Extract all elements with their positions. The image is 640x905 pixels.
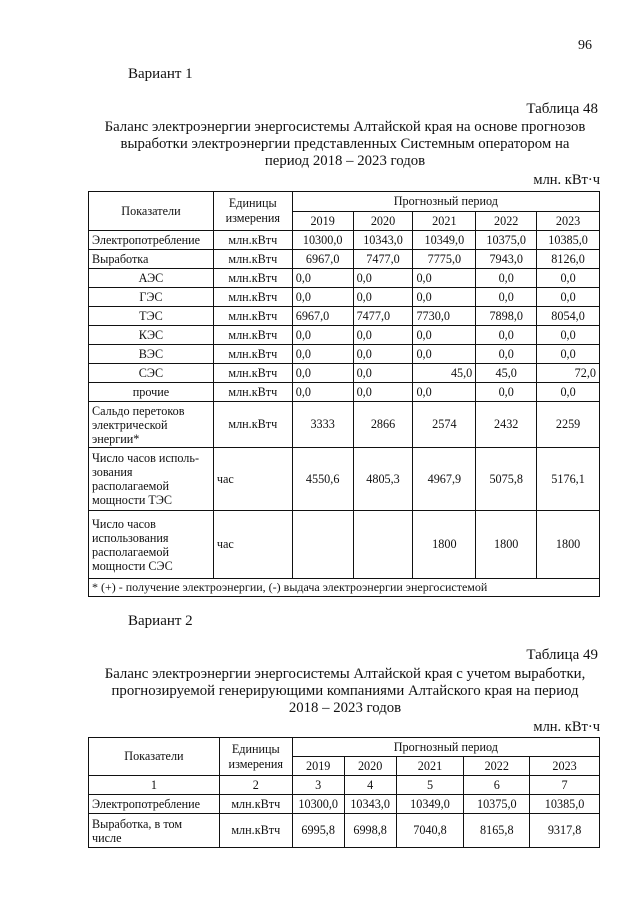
row-name: прочие — [89, 383, 214, 402]
row-name: СЭС — [89, 364, 214, 383]
cell-value: 7898,0 — [476, 307, 537, 326]
column-number: 7 — [530, 776, 600, 795]
column-number: 3 — [292, 776, 344, 795]
row-name: Выработка — [89, 250, 214, 269]
row-unit: млн.кВтч — [213, 364, 292, 383]
title-line: Баланс электроэнергии энергосистемы Алтайской края на основе прогнозов — [104, 119, 586, 135]
table48 — [88, 191, 600, 597]
table-row — [89, 383, 600, 402]
row-name-line: мощности СЭС — [92, 558, 173, 573]
cell-value: 7040,8 — [396, 814, 464, 848]
cell-value: 0,0 — [413, 345, 476, 364]
row-unit: млн.кВтч — [213, 402, 292, 448]
column-number: 1 — [89, 776, 220, 795]
header-period: Прогнозный период — [292, 738, 599, 757]
cell-value: 1800 — [476, 511, 537, 579]
header-year: 2019 — [292, 757, 344, 776]
row-name-line: Сальдо перетоков — [92, 403, 185, 418]
cell-value: 0,0 — [476, 269, 537, 288]
header-year: 2020 — [344, 757, 396, 776]
table-row — [89, 269, 600, 288]
cell-value: 7943,0 — [476, 250, 537, 269]
column-number: 2 — [219, 776, 292, 795]
cell-value: 0,0 — [476, 288, 537, 307]
header-year: 2021 — [396, 757, 464, 776]
table-row — [89, 288, 600, 307]
title-line: прогнозируемой генерирующими компаниями Алтайского края на период — [111, 683, 579, 699]
cell-value: 0,0 — [353, 345, 413, 364]
row-unit: млн.кВтч — [213, 307, 292, 326]
header-year: 2023 — [537, 212, 600, 231]
cell-value: 7477,0 — [353, 307, 413, 326]
cell-value: 10375,0 — [464, 795, 530, 814]
header-units — [219, 738, 292, 776]
row-name-line: числе — [92, 830, 122, 845]
cell-value — [353, 511, 413, 579]
title-line: выработки электроэнергии представленных Системным оператором на — [120, 136, 570, 152]
column-number-row — [89, 776, 600, 795]
cell-value: 0,0 — [413, 288, 476, 307]
table49 — [88, 737, 600, 848]
header-year: 2019 — [292, 212, 353, 231]
cell-value: 0,0 — [476, 383, 537, 402]
cell-value: 7775,0 — [413, 250, 476, 269]
cell-value: 10300,0 — [292, 795, 344, 814]
header-units-line: Единицы — [231, 741, 280, 756]
row-name — [89, 511, 214, 579]
cell-value: 8126,0 — [537, 250, 600, 269]
row-name-line: Выработка, в том — [92, 816, 183, 831]
row-name: АЭС — [89, 269, 214, 288]
column-number: 6 — [464, 776, 530, 795]
row-name — [89, 814, 220, 848]
header-units-line: измерения — [225, 211, 281, 225]
header-units-line: Единицы — [228, 196, 277, 210]
row-name — [89, 402, 214, 448]
cell-value: 0,0 — [413, 269, 476, 288]
cell-value: 10343,0 — [353, 231, 413, 250]
table48-number: Таблица 48 — [526, 101, 598, 117]
cell-value: 10343,0 — [344, 795, 396, 814]
header-units-line: измерения — [228, 756, 283, 771]
header-year: 2020 — [353, 212, 413, 231]
row-name: ГЭС — [89, 288, 214, 307]
cell-value: 0,0 — [537, 326, 600, 345]
table49-title — [80, 666, 610, 717]
table-row — [89, 814, 600, 848]
table-row — [89, 511, 600, 579]
cell-value: 72,0 — [537, 364, 600, 383]
cell-value: 10375,0 — [476, 231, 537, 250]
row-name-line: мощности ТЭС — [92, 493, 173, 507]
header-year: 2023 — [530, 757, 600, 776]
row-name-line: Число часов исполь- — [92, 451, 200, 465]
cell-value: 8165,8 — [464, 814, 530, 848]
table-row — [89, 364, 600, 383]
title-line: Баланс электроэнергии энергосистемы Алтайской края с учетом выработки, — [104, 666, 586, 682]
cell-value: 7730,0 — [413, 307, 476, 326]
title-line: 2018 – 2023 годов — [288, 700, 402, 716]
row-unit: млн.кВтч — [219, 814, 292, 848]
table-row — [89, 448, 600, 511]
row-name-line: располагаемой — [92, 544, 170, 559]
cell-value: 0,0 — [413, 326, 476, 345]
cell-value: 0,0 — [292, 288, 353, 307]
row-name: КЭС — [89, 326, 214, 345]
header-period: Прогнозный период — [292, 192, 599, 212]
row-name: Электропотребление — [89, 795, 220, 814]
cell-value: 0,0 — [292, 326, 353, 345]
table-row — [89, 250, 600, 269]
table-footnote-row — [89, 579, 600, 597]
row-name-line: энергии* — [92, 431, 140, 446]
cell-value: 45,0 — [476, 364, 537, 383]
cell-value: 0,0 — [353, 383, 413, 402]
table48-title — [80, 119, 610, 170]
cell-value: 10385,0 — [537, 231, 600, 250]
table-row — [89, 795, 600, 814]
header-year: 2022 — [476, 212, 537, 231]
cell-value: 7477,0 — [353, 250, 413, 269]
column-number: 4 — [344, 776, 396, 795]
cell-value: 8054,0 — [537, 307, 600, 326]
cell-value: 1800 — [413, 511, 476, 579]
cell-value: 10349,0 — [413, 231, 476, 250]
cell-value: 10385,0 — [530, 795, 600, 814]
header-indicators: Показатели — [89, 738, 220, 776]
header-indicators: Показатели — [89, 192, 214, 231]
cell-value: 4967,9 — [413, 448, 476, 511]
cell-value: 0,0 — [292, 345, 353, 364]
cell-value: 0,0 — [353, 269, 413, 288]
row-unit: млн.кВтч — [213, 345, 292, 364]
cell-value: 1800 — [537, 511, 600, 579]
row-unit: млн.кВтч — [213, 383, 292, 402]
column-number: 5 — [396, 776, 464, 795]
header-year: 2022 — [464, 757, 530, 776]
cell-value: 0,0 — [537, 288, 600, 307]
cell-value: 2259 — [537, 402, 600, 448]
row-unit: млн.кВтч — [213, 326, 292, 345]
cell-value: 5075,8 — [476, 448, 537, 511]
row-name-line: зования — [92, 465, 133, 479]
variant2-label: Вариант 2 — [128, 613, 193, 629]
title-line: период 2018 – 2023 годов — [264, 153, 426, 169]
cell-value: 6998,8 — [344, 814, 396, 848]
cell-value: 0,0 — [292, 269, 353, 288]
cell-value: 9317,8 — [530, 814, 600, 848]
row-unit: млн.кВтч — [213, 250, 292, 269]
table-row — [89, 307, 600, 326]
cell-value: 6995,8 — [292, 814, 344, 848]
cell-value: 3333 — [292, 402, 353, 448]
cell-value: 0,0 — [353, 326, 413, 345]
cell-value: 0,0 — [292, 364, 353, 383]
row-name: ВЭС — [89, 345, 214, 364]
table-row — [89, 326, 600, 345]
row-unit: млн.кВтч — [213, 288, 292, 307]
row-name — [89, 448, 214, 511]
cell-value: 0,0 — [537, 269, 600, 288]
cell-value: 0,0 — [537, 345, 600, 364]
table-row — [89, 345, 600, 364]
row-unit: час — [213, 511, 292, 579]
cell-value: 45,0 — [413, 364, 476, 383]
row-unit: млн.кВтч — [213, 231, 292, 250]
cell-value: 4550,6 — [292, 448, 353, 511]
cell-value: 0,0 — [353, 364, 413, 383]
cell-value: 0,0 — [476, 345, 537, 364]
cell-value: 5176,1 — [537, 448, 600, 511]
row-unit: млн.кВтч — [219, 795, 292, 814]
cell-value: 6967,0 — [292, 250, 353, 269]
table-row — [89, 231, 600, 250]
cell-value — [292, 511, 353, 579]
cell-value: 2574 — [413, 402, 476, 448]
table49-number: Таблица 49 — [526, 647, 598, 663]
row-name-line: электрической — [92, 417, 168, 432]
cell-value: 2432 — [476, 402, 537, 448]
cell-value: 4805,3 — [353, 448, 413, 511]
table48-footnote: * (+) - получение электроэнергии, (-) выдача электроэнергии энергосистемой — [89, 579, 600, 597]
variant1-label: Вариант 1 — [128, 66, 193, 82]
row-name-line: Число часов — [92, 516, 156, 531]
cell-value: 0,0 — [537, 383, 600, 402]
row-unit: час — [213, 448, 292, 511]
cell-value: 0,0 — [353, 288, 413, 307]
cell-value: 0,0 — [476, 326, 537, 345]
page-number: 96 — [578, 38, 592, 53]
cell-value: 6967,0 — [292, 307, 353, 326]
row-name: ТЭС — [89, 307, 214, 326]
header-units — [213, 192, 292, 231]
cell-value: 10300,0 — [292, 231, 353, 250]
cell-value: 2866 — [353, 402, 413, 448]
table49-units: млн. кВт·ч — [533, 719, 600, 735]
row-name-line: использования — [92, 530, 169, 545]
table-row — [89, 402, 600, 448]
header-year: 2021 — [413, 212, 476, 231]
cell-value: 0,0 — [292, 383, 353, 402]
cell-value: 10349,0 — [396, 795, 464, 814]
row-unit: млн.кВтч — [213, 269, 292, 288]
row-name: Электропотребление — [89, 231, 214, 250]
row-name-line: располагаемой — [92, 479, 170, 493]
table48-units: млн. кВт·ч — [533, 172, 600, 188]
cell-value: 0,0 — [413, 383, 476, 402]
